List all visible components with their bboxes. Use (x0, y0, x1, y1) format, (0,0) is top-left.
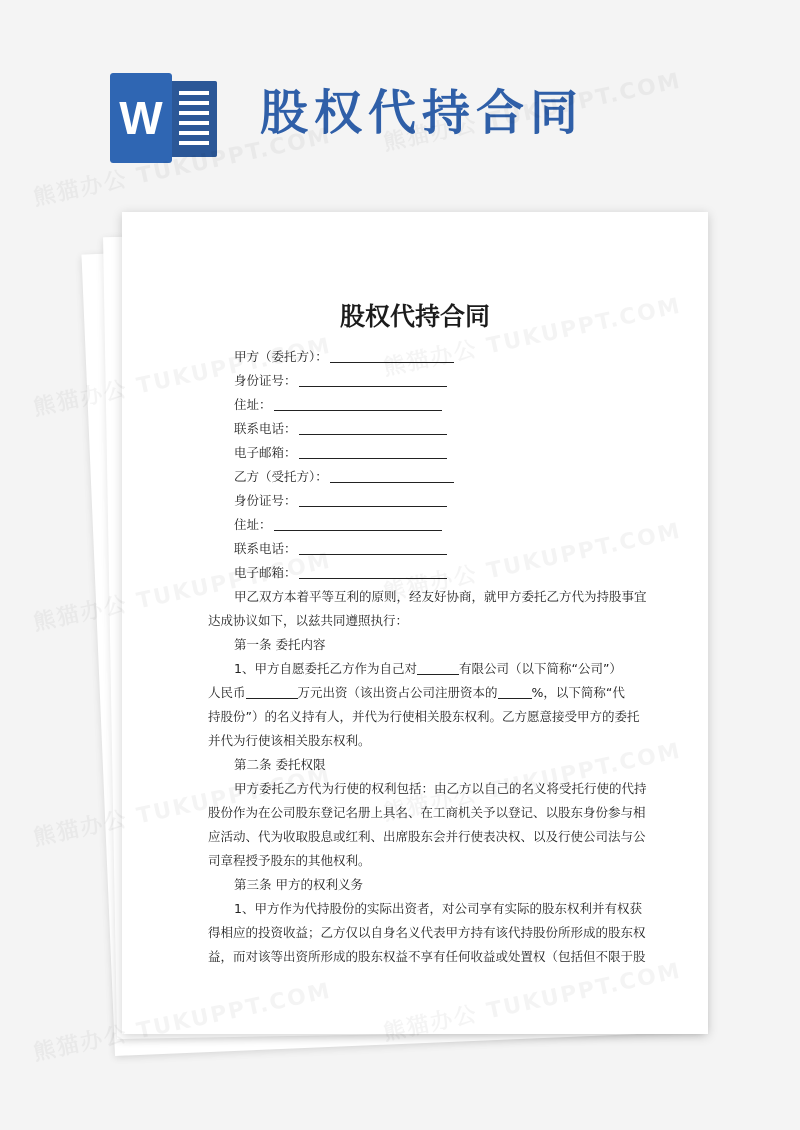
field-label: 住址： (234, 517, 272, 532)
fill-line (417, 661, 459, 675)
document-title: 股权代持合同 (339, 302, 490, 331)
word-letter: W (110, 73, 172, 163)
fill-line (274, 516, 442, 531)
word-document-icon (110, 73, 220, 163)
party-b-email-field (234, 564, 447, 582)
party-a-name-field (234, 348, 454, 366)
field-label: 电子邮箱： (234, 445, 297, 460)
fill-line (330, 468, 454, 483)
fill-line (330, 348, 454, 363)
banner-title: 股权代持合同 (260, 85, 585, 141)
party-b-name-field (234, 468, 454, 486)
article-3-line-1: 1、甲方作为代持股份的实际出资者，对公司享有实际的股东权利并有权获 (234, 901, 642, 916)
field-label: 甲方（委托方）： (234, 349, 328, 364)
article-2-line-4: 司章程授予股东的其他权利。 (208, 853, 371, 868)
party-a-phone-field (234, 420, 447, 438)
field-label: 联系电话： (234, 421, 297, 436)
fill-line (299, 492, 447, 507)
field-label: 乙方（受托方）： (234, 469, 328, 484)
fill-line (299, 564, 447, 579)
field-label: 身份证号： (234, 493, 297, 508)
party-b-address-field (234, 516, 442, 534)
banner-header (0, 0, 800, 210)
text-segment: 人民币 (208, 685, 246, 700)
text-segment: 万元出资（该出资占公司注册资本的 (297, 685, 498, 700)
fill-line (299, 420, 447, 435)
article-1-line-4: 并代为行使该相关股东权利。 (208, 733, 371, 748)
party-a-email-field (234, 444, 447, 462)
article-1-line-2 (208, 684, 625, 702)
intro-line-1: 甲乙双方本着平等互利的原则，经友好协商，就甲方委托乙方代为持股事宜 (234, 589, 647, 604)
article-2-line-2: 股份作为在公司股东登记名册上具名、在工商机关予以登记、以股东身份参与相 (208, 805, 646, 820)
field-label: 电子邮箱： (234, 565, 297, 580)
fill-line (299, 372, 447, 387)
article-2-line-3: 应活动、代为收取股息或红利、出席股东会并行使表决权、以及行使公司法与公 (208, 829, 646, 844)
field-label: 住址： (234, 397, 272, 412)
fill-line (246, 685, 298, 699)
text-segment: 有限公司（以下简称“公司”） (458, 661, 622, 676)
party-b-phone-field (234, 540, 447, 558)
article-1-line-1 (234, 660, 622, 678)
document-page (122, 212, 708, 1034)
field-label: 联系电话： (234, 541, 297, 556)
article-1-heading: 第一条 委托内容 (234, 637, 326, 652)
article-2-heading: 第二条 委托权限 (234, 757, 326, 772)
fill-line (498, 685, 532, 699)
party-a-address-field (234, 396, 442, 414)
party-a-id-field (234, 372, 447, 390)
text-segment: %，以下简称“代 (531, 685, 625, 700)
fill-line (274, 396, 442, 411)
fill-line (299, 540, 447, 555)
article-2-line-1: 甲方委托乙方代为行使的权利包括：由乙方以自己的名义将受托行使的代持 (234, 781, 647, 796)
text-segment: 1、甲方自愿委托乙方作为自己对 (234, 661, 417, 676)
article-3-line-2: 得相应的投资收益；乙方仅以自身名义代表甲方持有该代持股份所形成的股东权 (208, 925, 646, 940)
party-b-id-field (234, 492, 447, 510)
fill-line (299, 444, 447, 459)
article-3-heading: 第三条 甲方的权利义务 (234, 877, 363, 892)
article-1-line-3: 持股份”）的名义持有人，并代为行使相关股东权利。乙方愿意接受甲方的委托 (208, 709, 640, 724)
field-label: 身份证号： (234, 373, 297, 388)
intro-line-2: 达成协议如下，以兹共同遵照执行： (208, 613, 409, 628)
article-3-line-3: 益，而对该等出资所形成的股东权益不享有任何收益或处置权（包括但不限于股 (208, 949, 646, 964)
